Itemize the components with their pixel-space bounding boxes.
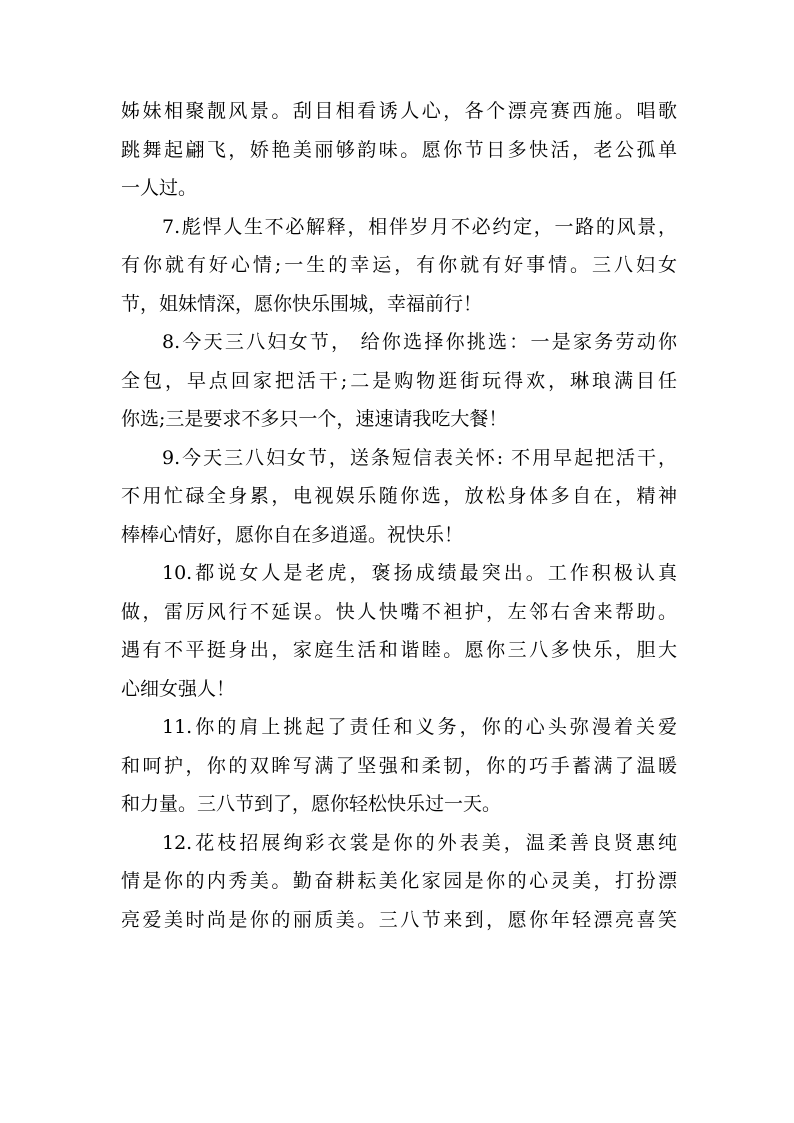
text-line: 做，雷厉风行不延误。快人快嘴不袒护，左邻右舍来帮助。 (121, 600, 677, 623)
text-line: 和力量。三八节到了，愿你轻松快乐过一天。 (121, 793, 502, 815)
text-line: 姊妹相聚靓风景。刮目相看诱人心，各个漂亮赛西施。唱歌 (121, 100, 677, 122)
text-line: 有你就有好心情;一生的幸运，有你就有好事情。三八妇女 (121, 254, 677, 276)
document-body (121, 92, 677, 939)
paragraph-10-line: 10.都说女人是老虎，褒扬成绩最突出。工作积极认真 (162, 562, 677, 584)
paragraph-9-line: 9.今天三八妇女节，送条短信表关怀: 不用早起把活干， (162, 446, 677, 469)
text-line: 遇有不平挺身出，家庭生活和谐睦。愿你三八多快乐，胆大 (121, 639, 677, 661)
text-line: 你选;三是要求不多只一个，速速请我吃大餐！ (121, 408, 508, 430)
paragraph-7-line: 7.彪悍人生不必解释，相伴岁月不必约定，一路的风景， (162, 215, 677, 238)
text-line: 节，姐妹情深，愿你快乐围城，幸福前行！ (121, 292, 483, 315)
paragraph-12-line: 12.花枝招展绚彩衣裳是你的外表美，温柔善良贤惠纯 (162, 831, 677, 854)
text-line: 亮爱美时尚是你的丽质美。三八节来到，愿你年轻漂亮喜笑 (121, 908, 677, 931)
text-line: 和呵护，你的双眸写满了坚强和柔韧，你的巧手蓄满了温暖 (121, 754, 677, 777)
text-line: 跳舞起翩飞，娇艳美丽够韵味。愿你节日多快活，老公孤单 (121, 138, 677, 161)
text-line: 全包，早点回家把活干;二是购物逛街玩得欢，琳琅满目任 (121, 369, 677, 392)
paragraph-11-line: 11.你的肩上挑起了责任和义务，你的心头弥漫着关爱 (162, 716, 677, 738)
text-line: 心细女强人！ (121, 677, 236, 700)
text-line: 情是你的内秀美。勤奋耕耘美化家园是你的心灵美，打扮漂 (121, 870, 677, 892)
text-line: 不用忙碌全身累，电视娱乐随你选，放松身体多自在，精神 (121, 485, 677, 507)
paragraph-8-line: 8.今天三八妇女节， 给你选择你挑选：一是家务劳动你 (162, 331, 677, 353)
text-line: 一人过。 (121, 177, 198, 199)
text-line: 棒棒心情好，愿你自在多逍遥。祝快乐！ (121, 523, 464, 546)
